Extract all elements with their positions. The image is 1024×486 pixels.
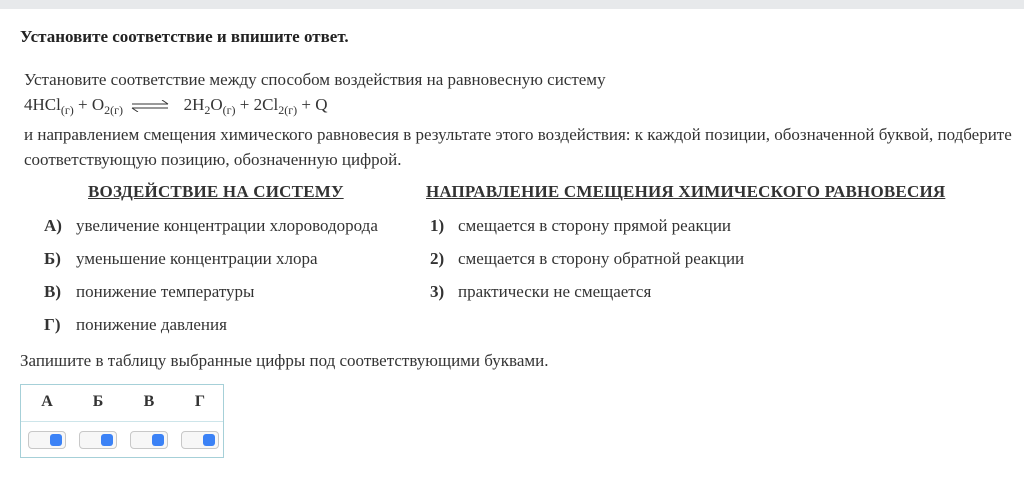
eq-subscript: 2(г) — [278, 103, 298, 117]
eq-plus: + O — [73, 95, 105, 114]
task-title: Установите соответствие и впишите ответ. — [20, 27, 349, 46]
column-letter-v: В — [143, 393, 155, 410]
item-text: понижение давления — [76, 315, 227, 334]
question-intro: Установите соответствие между способом воздействия на равновесную систему — [24, 70, 606, 89]
item-letter: А) — [44, 216, 62, 235]
right-item — [430, 282, 651, 302]
eq-reactant-1: 4HCl — [24, 95, 61, 114]
right-item — [430, 216, 731, 236]
item-number: 2) — [430, 249, 445, 268]
item-number: 1) — [430, 216, 445, 235]
column-letter-a: А — [41, 393, 53, 410]
column-letter-g: Г — [194, 393, 206, 410]
item-text: смещается в сторону обратной реакции — [458, 249, 745, 268]
eq-subscript: 2(г) — [104, 103, 124, 117]
answer-select-g[interactable] — [181, 431, 219, 449]
item-text: практически не смещается — [458, 282, 652, 301]
eq-product-1: 2H — [183, 95, 205, 114]
answer-select-v[interactable] — [130, 431, 168, 449]
reaction-equation — [24, 95, 328, 115]
eq-state: (г) — [60, 103, 74, 117]
eq-plus-q: + Q — [297, 95, 328, 114]
eq-plus: + 2Cl — [235, 95, 279, 114]
right-column-header: НАПРАВЛЕНИЕ СМЕЩЕНИЯ ХИМИЧЕСКОГО РАВНОВЕСИЯ — [426, 182, 946, 201]
left-column-header: ВОЗДЕЙСТВИЕ НА СИСТЕМУ — [88, 182, 344, 201]
column-letter-b: Б — [92, 393, 104, 410]
answer-select-b[interactable] — [79, 431, 117, 449]
item-number: 3) — [430, 282, 445, 301]
eq-subscript: 2 — [204, 103, 211, 117]
chevron-updown-icon — [101, 434, 113, 446]
question-continuation: и направлением смещения химического равновесия в результате этого воздействия: к каждой позиции, обозначенной буквой, подберите соответствующую позицию, обозначенную цифрой. — [24, 125, 1012, 169]
item-text: увеличение концентрации хлороводорода — [76, 216, 378, 235]
eq-product-1-o: O — [210, 95, 223, 114]
item-text: уменьшение концентрации хлора — [76, 249, 318, 268]
top-strip — [0, 0, 1024, 9]
answer-select-a[interactable] — [28, 431, 66, 449]
left-item — [44, 315, 227, 335]
chevron-updown-icon — [152, 434, 164, 446]
answer-table — [20, 384, 224, 458]
item-text: понижение температуры — [76, 282, 255, 301]
chevron-updown-icon — [50, 434, 62, 446]
left-item — [44, 216, 378, 236]
item-letter: Г) — [44, 315, 61, 334]
chevron-updown-icon — [203, 434, 215, 446]
answer-table-header — [21, 385, 223, 422]
item-letter: Б) — [44, 249, 61, 268]
item-text: смещается в сторону прямой реакции — [458, 216, 732, 235]
left-item — [44, 249, 318, 269]
eq-state: (г) — [222, 103, 236, 117]
answer-instruction: Запишите в таблицу выбранные цифры под соответствующими буквами. — [20, 351, 549, 370]
right-item — [430, 249, 744, 269]
item-letter: В) — [44, 282, 61, 301]
equilibrium-arrow-icon — [131, 100, 169, 112]
left-item — [44, 282, 254, 302]
